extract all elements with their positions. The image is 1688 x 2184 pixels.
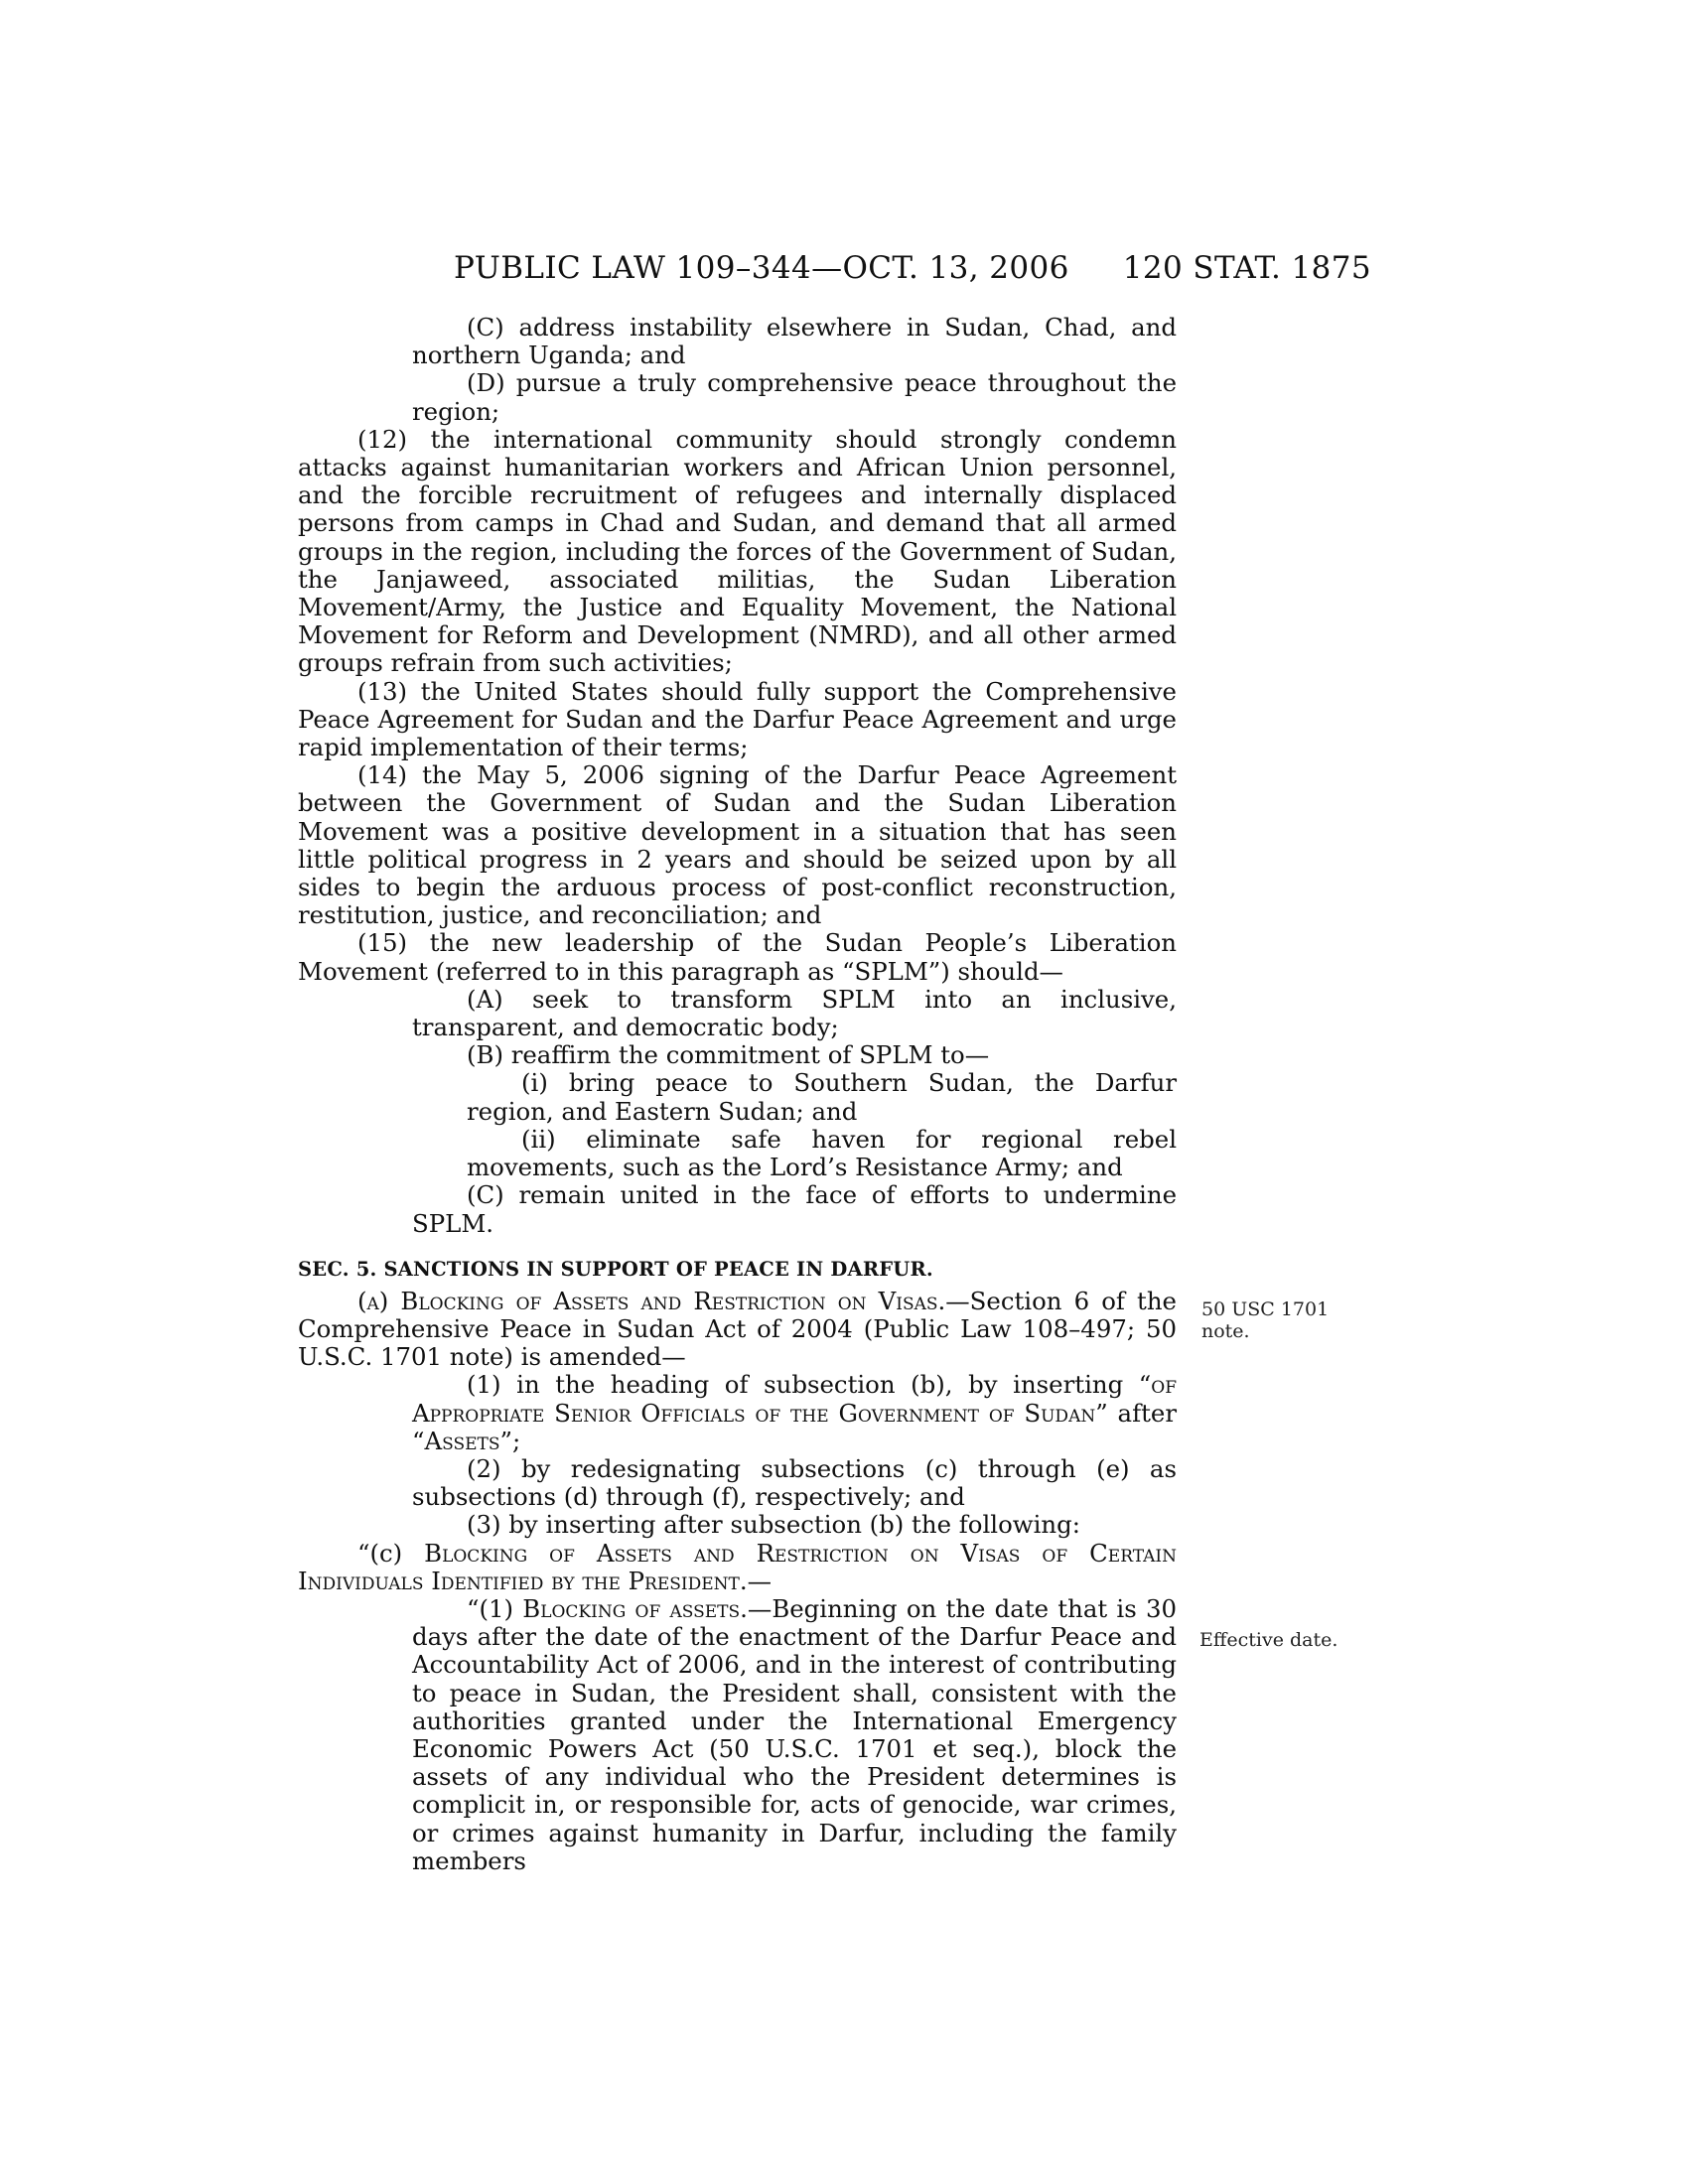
new-subsection-c-open: “(c) bbox=[357, 1538, 425, 1568]
new-subsection-c bbox=[298, 1540, 1177, 1595]
section-5-a-1-mid: ” after “ bbox=[412, 1398, 1177, 1455]
margin-note-usc bbox=[1201, 1298, 1329, 1342]
section-5-a bbox=[298, 1288, 1177, 1372]
margin-note-effective-date: Effective date. bbox=[1199, 1629, 1338, 1651]
paragraph-14: (14) the May 5, 2006 signing of the Darfur Peace Agreement between the Government of Sudan and the Sudan Liberation Movement was a positive development in a situation that has seen little political progress in 2 years and should be seized upon by all sides to begin the arduous process of post-conflict reconstruction, restitution, justice, and reconciliation; and bbox=[298, 760, 1177, 930]
new-subsection-c-1-caption: Blocking of assets. bbox=[522, 1593, 748, 1623]
section-5-a-1 bbox=[298, 1371, 1177, 1455]
section-5-a-1-end: ”; bbox=[499, 1426, 521, 1455]
new-subsection-c-caption: Blocking of Assets and Restriction on Visas of Certain Individuals Identified by the President. bbox=[298, 1538, 1177, 1595]
section-5-a-1-text: (1) in the heading of subsection (b), by inserting “ bbox=[467, 1370, 1152, 1400]
paragraph-12: (12) the international community should strongly condemn attacks against humanitarian workers and African Union personnel, and the forcible recruitment of refugees and internally displaced persons from camps in Chad and Sudan, and demand that all armed groups in the region, including the forces of the Government of Sudan, the Janjaweed, associated militias, the Sudan Liberation Movement/Army, the Justice and Equality Movement, the National Movement for Reform and Development (NMRD), and all other armed groups refrain from such activities; bbox=[298, 424, 1177, 678]
paragraph-15-b-ii: (ii) eliminate safe haven for regional rebel movements, such as the Lord’s Resistance Army; and bbox=[467, 1124, 1177, 1182]
margin-note-usc-line2: note. bbox=[1201, 1320, 1250, 1342]
statute-citation: 120 STAT. 1875 bbox=[1122, 250, 1371, 286]
paragraph-11-c: (C) address instability elsewhere in Sudan, Chad, and northern Uganda; and bbox=[412, 313, 1177, 370]
paragraph-11-d: (D) pursue a truly comprehensive peace throughout the region; bbox=[412, 368, 1177, 426]
paragraph-15-c: (C) remain united in the face of efforts to undermine SPLM. bbox=[412, 1180, 1177, 1238]
new-subsection-c-dash: — bbox=[747, 1566, 773, 1595]
margin-note-usc-line1: 50 USC 1701 bbox=[1201, 1298, 1330, 1320]
paragraph-13: (13) the United States should fully support the Comprehensive Peace Agreement for Sudan and the Darfur Peace Agreement and urge rapid implementation of their terms; bbox=[298, 676, 1177, 762]
section-5-a-caption: (a) Blocking of Assets and Restriction on Visas. bbox=[357, 1286, 946, 1315]
paragraph-15-b: (B) reaffirm the commitment of SPLM to— bbox=[467, 1040, 990, 1070]
page-header bbox=[454, 248, 1371, 288]
section-5-a-1-inserted-heading: of Appropriate Senior Officials of the Government of Sudan bbox=[412, 1370, 1177, 1428]
statute-body bbox=[298, 314, 1177, 1875]
section-5-a-2: (2) by redesignating subsections (c) through (e) as subsections (d) through (f), respectively; and bbox=[412, 1453, 1177, 1512]
new-subsection-c-1-open: “(1) bbox=[467, 1593, 523, 1623]
paragraph-15-a: (A) seek to transform SPLM into an inclusive, transparent, and democratic body; bbox=[412, 984, 1177, 1042]
section-5-heading: SEC. 5. SANCTIONS IN SUPPORT OF PEACE IN DARFUR. bbox=[298, 1257, 933, 1281]
new-subsection-c-1-text: —Beginning on the date that is 30 days after the date of the enactment of the Darfur Peace and Accountability Act of 2006, and in the interest of contributing to peace in Sudan, the President shall, consistent with the authorities granted under the International Emergency Economic Powers Act (50 U.S.C. 1701 et seq.), block the assets of any individual who the President determines is complicit in, or responsible for, acts of genocide, war crimes, or crimes against humanity in Darfur, including the family members bbox=[412, 1593, 1177, 1875]
running-head: PUBLIC LAW 109–344—OCT. 13, 2006 bbox=[454, 250, 1069, 286]
new-subsection-c-1 bbox=[298, 1595, 1177, 1875]
section-5-a-3: (3) by inserting after subsection (b) the following: bbox=[467, 1510, 1080, 1540]
section-5-a-text: —Section 6 of the Comprehensive Peace in Sudan Act of 2004 (Public Law 108–497; 50 U.S.C. 1701 note) is amended— bbox=[298, 1286, 1177, 1372]
section-5-a-1-assets: Assets bbox=[424, 1426, 500, 1455]
paragraph-15-b-i: (i) bring peace to Southern Sudan, the Darfur region, and Eastern Sudan; and bbox=[467, 1068, 1177, 1126]
paragraph-15: (15) the new leadership of the Sudan People’s Liberation Movement (referred to in this paragraph as “SPLM”) should— bbox=[298, 928, 1177, 986]
